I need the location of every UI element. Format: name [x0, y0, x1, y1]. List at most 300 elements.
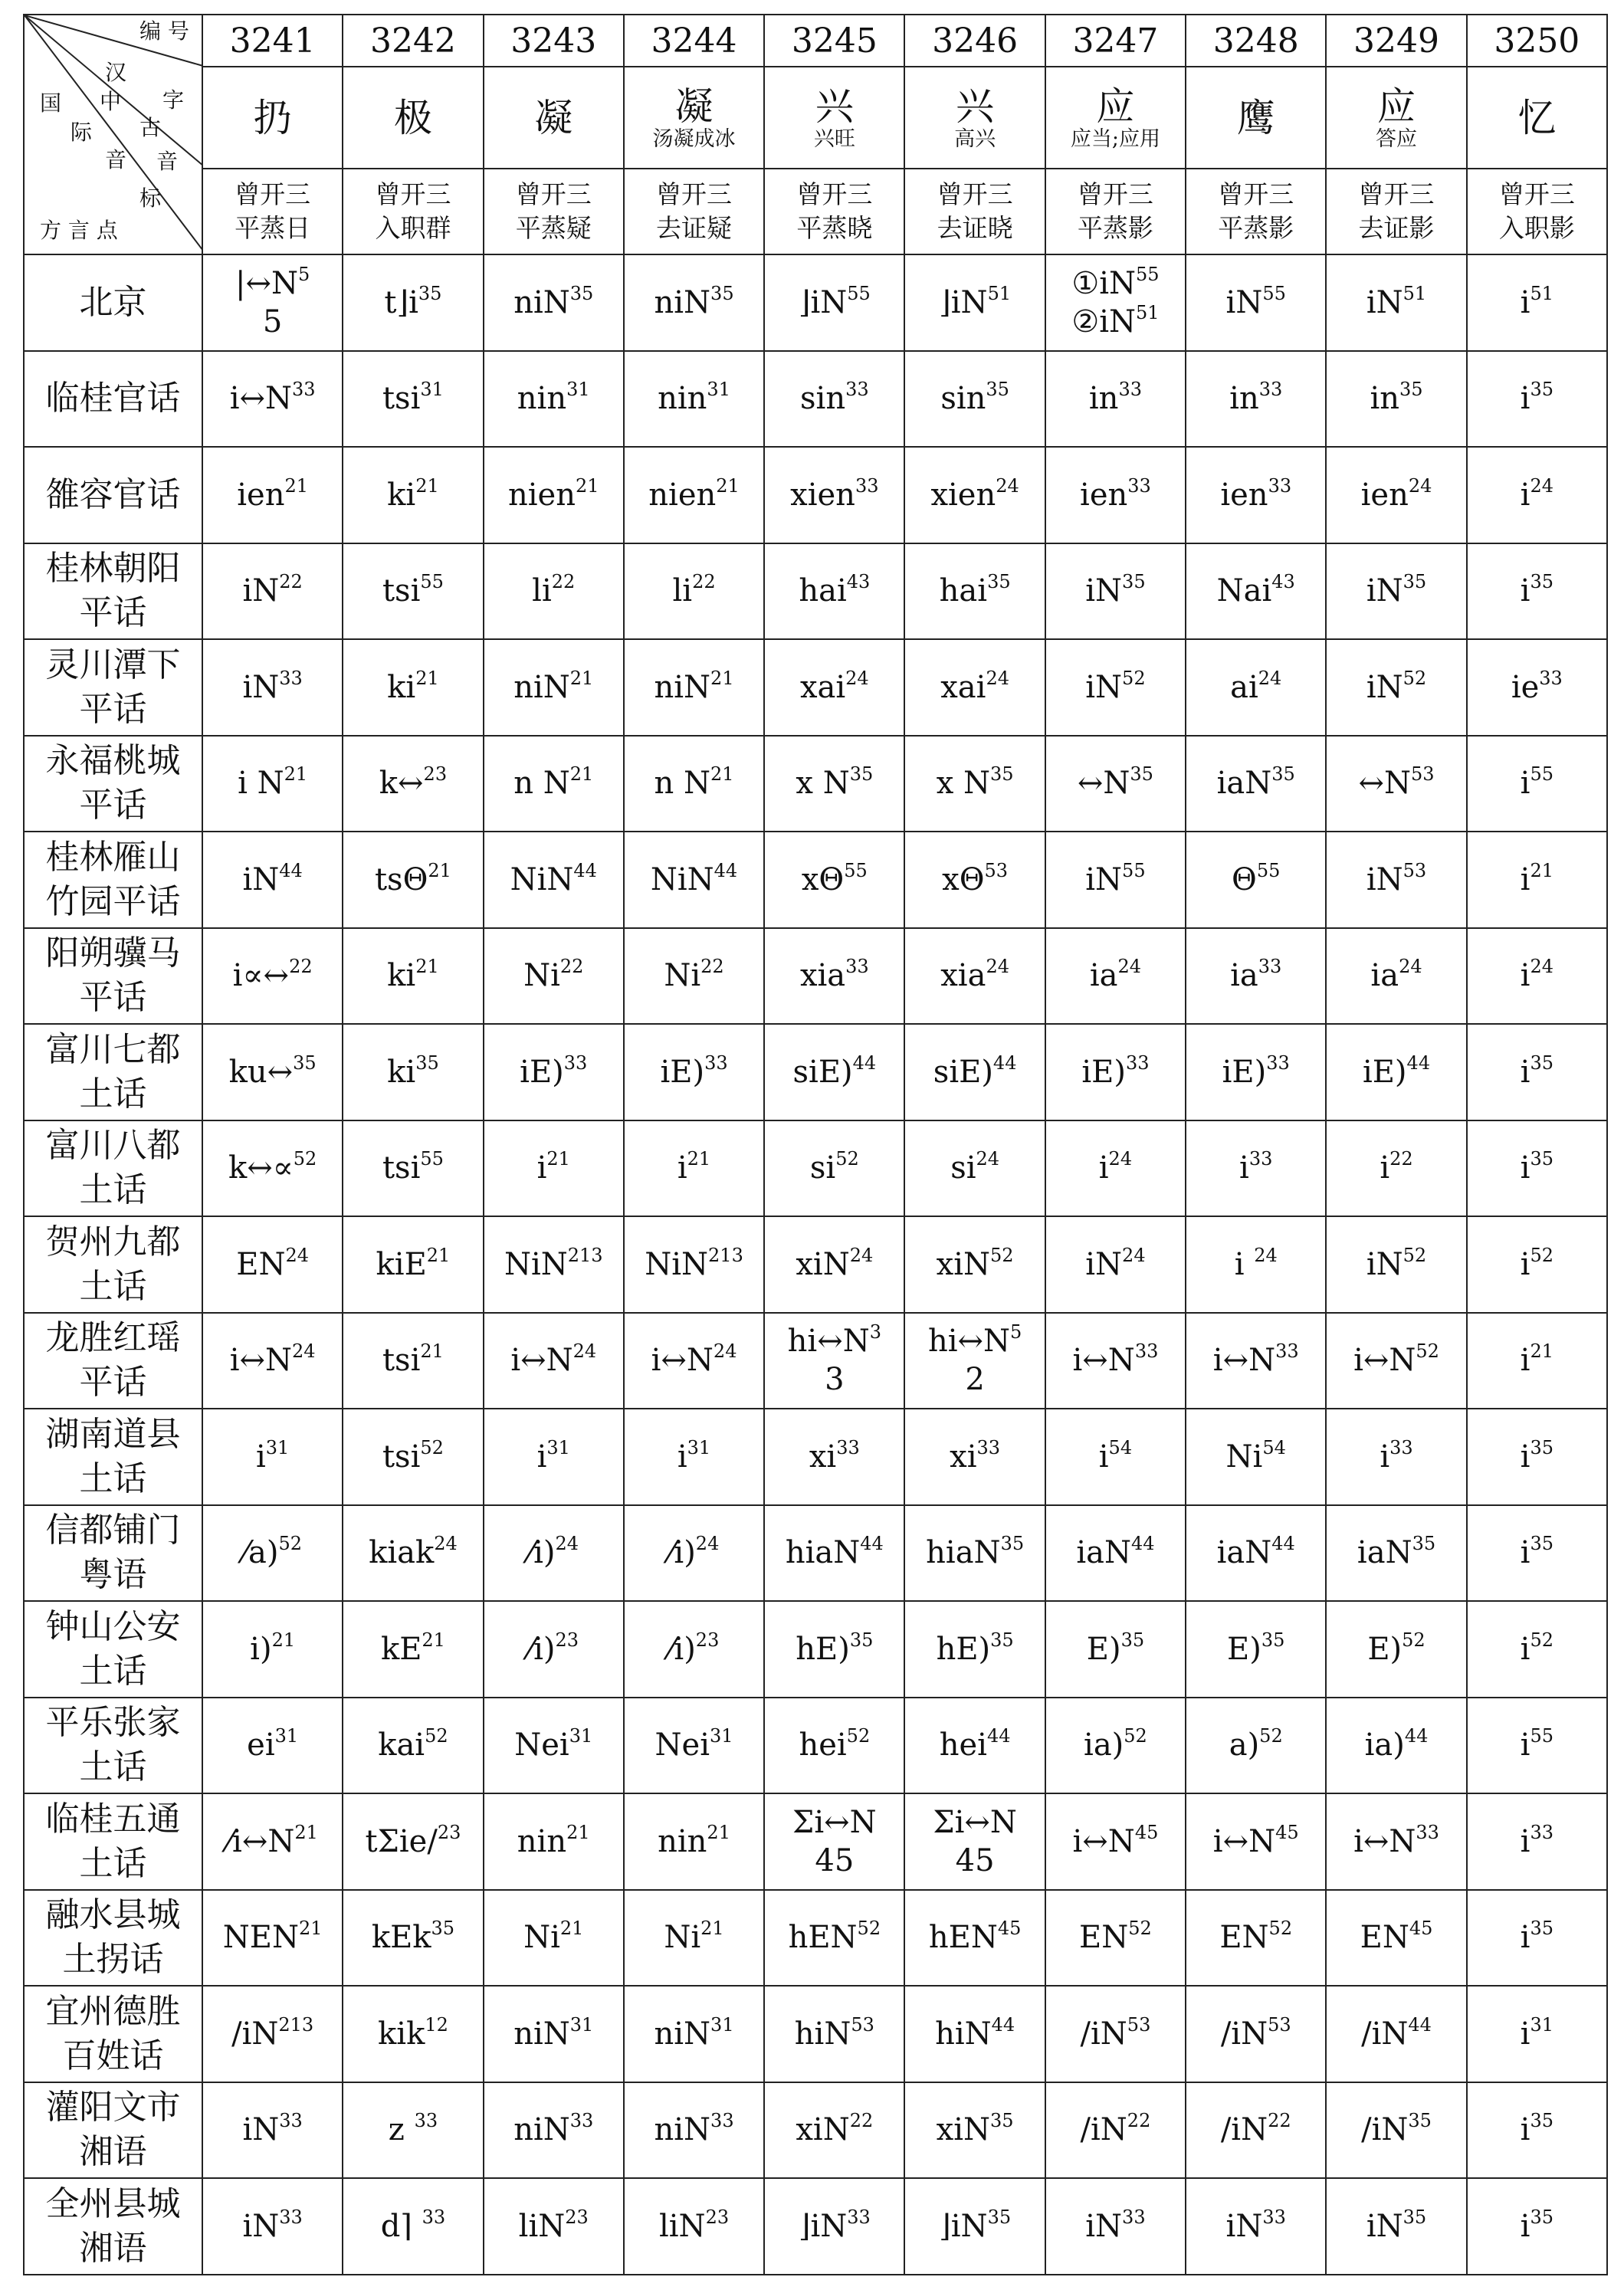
- pronunciation-line: [1468, 764, 1606, 802]
- pronunciation-cell: [624, 1793, 764, 1890]
- pronunciation-cell: [624, 1505, 764, 1602]
- tone-number: 24: [695, 1533, 720, 1555]
- tone-number: 35: [1530, 379, 1553, 401]
- tone-number: 24: [292, 1340, 316, 1363]
- ipa-base: i↔N: [510, 1343, 573, 1379]
- pronunciation-line: [1046, 303, 1185, 341]
- ipa-base: E): [1086, 1631, 1121, 1667]
- pronunciation-cell: [484, 447, 624, 543]
- tone-number: 33: [1416, 1821, 1439, 1843]
- tone-number: 35: [1530, 1051, 1553, 1074]
- dialect-location: [24, 832, 202, 928]
- dialect-row: [24, 1024, 1607, 1120]
- pronunciation-line: [1468, 1245, 1606, 1284]
- pronunciation-line: [484, 1438, 623, 1476]
- pronunciation-line: [203, 1822, 342, 1861]
- ipa-base: i↔N: [1353, 1823, 1416, 1859]
- pronunciation-line: [1186, 861, 1325, 899]
- pronunciation-line: [343, 861, 482, 899]
- ipa-base: ⌋iN: [798, 284, 848, 320]
- pronunciation-line: [1468, 668, 1606, 707]
- pronunciation-line: [625, 379, 763, 418]
- tone-number: 31: [265, 1436, 290, 1458]
- pronunciation-line: [1327, 1726, 1465, 1764]
- pronunciation-line: [484, 379, 623, 418]
- tone-number: 33: [1262, 2206, 1286, 2228]
- ipa-base: d⌉: [380, 2208, 422, 2244]
- pronunciation-cell: [1045, 1793, 1186, 1890]
- ipa-base: i: [1520, 1246, 1530, 1282]
- corner-label-place: 方 言 点: [40, 218, 118, 243]
- pronunciation-cell: [764, 639, 904, 736]
- tone-number: 45: [1275, 1821, 1299, 1843]
- tone-number: 35: [293, 1051, 317, 1074]
- location-line: 土话: [79, 1843, 147, 1883]
- dialect-row: [24, 639, 1607, 736]
- tone-number: 35: [1000, 1533, 1025, 1555]
- pronunciation-line: [203, 668, 342, 707]
- dialect-row: [24, 543, 1607, 640]
- pronunciation-cell: [1467, 1986, 1607, 2082]
- pronunciation-line: [1327, 2207, 1465, 2246]
- ipa-base: i: [1520, 1631, 1530, 1667]
- ipa-base: liN: [658, 2208, 706, 2244]
- dialect-location: [24, 1986, 202, 2082]
- pronunciation-cell: [764, 928, 904, 1025]
- corner-label-zi: 字: [162, 87, 185, 113]
- ipa-base: E): [1367, 1631, 1403, 1667]
- pronunciation-line: [905, 861, 1044, 899]
- pronunciation-line: [1468, 956, 1606, 995]
- pronunciation-line: [1468, 1822, 1606, 1861]
- tone-number: 35: [710, 282, 734, 304]
- pronunciation-line: [203, 379, 342, 418]
- ipa-base: hei: [939, 1727, 987, 1763]
- pronunciation-line: [625, 861, 763, 899]
- ipa-base: i: [1520, 1727, 1530, 1763]
- column-number: 3241: [202, 15, 343, 67]
- pronunciation-line: [765, 1803, 904, 1842]
- tone-number: 12: [425, 2013, 448, 2036]
- tone-number: 21: [566, 1821, 590, 1843]
- pronunciation-cell: [202, 1409, 343, 1505]
- pronunciation-line: [905, 1245, 1044, 1284]
- ipa-base: ia: [1089, 958, 1118, 994]
- pronunciation-line: [1186, 2015, 1325, 2053]
- middle-chinese-line: 去证疑: [656, 213, 733, 243]
- ipa-base: tΣie/: [365, 1823, 438, 1859]
- pronunciation-cell: [904, 2178, 1045, 2275]
- pronunciation-cell: [1326, 1216, 1466, 1313]
- ipa-base: EN: [1360, 1920, 1409, 1956]
- pronunciation-line: [343, 284, 482, 322]
- pronunciation-line: [625, 2015, 763, 2053]
- location-line: 信都铺门: [45, 1511, 181, 1550]
- ipa-base: ⁄i): [668, 1631, 696, 1667]
- ipa-base: ia: [1370, 958, 1399, 994]
- pronunciation-line: [1046, 2207, 1185, 2246]
- tone-number: 44: [714, 859, 738, 881]
- tone-number: 54: [1262, 1436, 1286, 1458]
- pronunciation-line: [905, 1149, 1044, 1187]
- pronunciation-line: [343, 2015, 482, 2053]
- tone-number: 35: [990, 763, 1014, 786]
- pronunciation-cell: [1326, 1120, 1466, 1217]
- character-glyph: 应: [1377, 84, 1416, 129]
- pronunciation-line: [905, 1534, 1044, 1572]
- ipa-base: z: [388, 2112, 415, 2148]
- pronunciation-line: [484, 764, 623, 802]
- ipa-base: hei: [799, 1727, 847, 1763]
- pronunciation-line: [765, 1360, 904, 1399]
- location-line: 土话: [79, 1266, 147, 1306]
- pronunciation-cell: [1186, 1120, 1326, 1217]
- column-character: [484, 67, 624, 169]
- ipa-base: niN: [513, 2112, 570, 2148]
- tone-number: 21: [575, 474, 599, 497]
- tone-number: 35: [1412, 1533, 1436, 1555]
- ipa-base: ①iN: [1071, 265, 1136, 301]
- tone-number: 213: [567, 1244, 603, 1266]
- tone-number: 22: [279, 571, 303, 593]
- tone-number: 35: [1403, 571, 1427, 593]
- ipa-base: hi↔N: [927, 1324, 1011, 1360]
- pronunciation-line: [1046, 861, 1185, 899]
- tone-number: 31: [420, 379, 444, 401]
- pronunciation-cell: [1326, 1986, 1466, 2082]
- pronunciation-cell: [1186, 1216, 1326, 1313]
- pronunciation-line: [765, 1726, 904, 1764]
- pronunciation-cell: [202, 254, 343, 351]
- location-line: 土拐话: [62, 1940, 164, 1980]
- pronunciation-line: [343, 1726, 482, 1764]
- header-row-character: [24, 67, 1607, 169]
- tone-number: 52: [1259, 1725, 1283, 1747]
- ipa-base: i↔N: [1072, 1823, 1135, 1859]
- column-middle-chinese: [1186, 169, 1326, 254]
- tone-number: 44: [1406, 1051, 1431, 1074]
- pronunciation-cell: [484, 1986, 624, 2082]
- pronunciation-cell: [904, 543, 1045, 640]
- pronunciation-line: [203, 2111, 342, 2149]
- pronunciation-cell: [1467, 1024, 1607, 1120]
- tone-number: 31: [1530, 2013, 1553, 2036]
- column-middle-chinese: [343, 169, 483, 254]
- pronunciation-line: [484, 956, 623, 995]
- pronunciation-cell: [202, 543, 343, 640]
- ipa-base: E): [1227, 1631, 1261, 1667]
- ipa-base: niN: [513, 284, 570, 320]
- tone-number: 55: [1122, 859, 1146, 881]
- pronunciation-cell: [904, 639, 1045, 736]
- corner-label-guo: 国: [40, 90, 62, 116]
- ipa-base: NiN: [650, 861, 714, 897]
- pronunciation-line: [765, 1053, 904, 1091]
- tone-number: 21: [559, 1918, 584, 1940]
- pronunciation-cell: [1186, 1024, 1326, 1120]
- tone-number: 22: [1127, 2110, 1151, 2132]
- tone-number: 21: [569, 763, 594, 786]
- dialect-table-sheet: [23, 14, 1606, 2273]
- tone-number: 31: [707, 379, 730, 401]
- tone-number: 55: [1262, 282, 1286, 304]
- pronunciation-cell: [1045, 1698, 1186, 1794]
- pronunciation-cell: [1467, 1793, 1607, 1890]
- location-line: 平话: [79, 593, 147, 633]
- ipa-base: xien: [930, 477, 996, 513]
- tone-number: 21: [298, 1918, 323, 1940]
- pronunciation-line: [484, 2015, 623, 2053]
- pronunciation-line: [1186, 1149, 1325, 1187]
- tone-number: 23: [437, 1821, 461, 1843]
- pronunciation-cell: [764, 447, 904, 543]
- tone-number: 33: [1118, 379, 1142, 401]
- ipa-base: xia: [940, 958, 986, 994]
- pronunciation-line: [905, 1053, 1044, 1091]
- pronunciation-line: [625, 668, 763, 707]
- ipa-base: ien: [1220, 477, 1268, 513]
- pronunciation-cell: [484, 1601, 624, 1698]
- location-line: 竹园平话: [45, 881, 181, 921]
- ipa-base: in: [1370, 381, 1400, 417]
- pronunciation-cell: [764, 2082, 904, 2179]
- column-character: [1467, 67, 1607, 169]
- pronunciation-line: [905, 572, 1044, 610]
- ipa-base: ki: [387, 1054, 416, 1090]
- middle-chinese-line: 曾开三: [1498, 179, 1575, 209]
- pronunciation-cell: [484, 351, 624, 448]
- pronunciation-line: [905, 1803, 1044, 1842]
- ipa-base: t⌋i: [384, 284, 418, 320]
- pronunciation-line: [1186, 572, 1325, 610]
- ipa-base: EN: [236, 1246, 286, 1282]
- pronunciation-cell: [764, 254, 904, 351]
- corner-label-han: 汉: [105, 60, 127, 85]
- pronunciation-cell: [202, 832, 343, 928]
- pronunciation-line: [765, 572, 904, 610]
- dialect-row: [24, 1793, 1607, 1890]
- pronunciation-cell: [1045, 1601, 1186, 1698]
- pronunciation-line: [343, 476, 482, 514]
- pronunciation-cell: [624, 832, 764, 928]
- pronunciation-cell: [1467, 1601, 1607, 1698]
- pronunciation-line: [765, 1149, 904, 1187]
- tone-number: 22: [700, 956, 724, 978]
- pronunciation-line: [1468, 1630, 1606, 1668]
- pronunciation-cell: [1186, 1890, 1326, 1987]
- ipa-base: tsi: [382, 1439, 421, 1475]
- dialect-row: [24, 1313, 1607, 1409]
- pronunciation-line: [1046, 2111, 1185, 2149]
- column-middle-chinese: [202, 169, 343, 254]
- pronunciation-cell: [1326, 639, 1466, 736]
- tone-number: 35: [1530, 1148, 1553, 1170]
- pronunciation-line: [1186, 379, 1325, 418]
- tone-number: 52: [1268, 1918, 1293, 1940]
- pronunciation-cell: [1326, 2082, 1466, 2179]
- pronunciation-line: [203, 2207, 342, 2246]
- tone-number: 44: [1130, 1533, 1155, 1555]
- location-line: 粤语: [79, 1555, 147, 1595]
- pronunciation-line: [625, 1341, 763, 1380]
- dialect-row: [24, 1698, 1607, 1794]
- ipa-base: hai: [799, 573, 847, 609]
- tone-number: 45: [1409, 1918, 1433, 1940]
- ipa-base: niN: [654, 669, 711, 705]
- tone-number: 33: [845, 379, 869, 401]
- pronunciation-line: [1468, 2015, 1606, 2053]
- tone-number: 55: [844, 859, 868, 881]
- column-character: [202, 67, 343, 169]
- tone-number: 43: [1271, 571, 1295, 593]
- pronunciation-cell: [343, 1120, 483, 1217]
- pronunciation-cell: [1326, 1890, 1466, 1987]
- pronunciation-line: [1327, 764, 1465, 802]
- tone-number: 24: [1122, 1244, 1146, 1266]
- tone-number: 53: [851, 2013, 874, 2036]
- pronunciation-line: [484, 2111, 623, 2149]
- tone-number: 44: [986, 1725, 1011, 1747]
- pronunciation-cell: [1045, 1216, 1186, 1313]
- ipa-base: |↔N: [235, 265, 298, 301]
- pronunciation-cell: [1186, 254, 1326, 351]
- tone-number: 33: [836, 1436, 860, 1458]
- pronunciation-line: [484, 1341, 623, 1380]
- ipa-base: i: [1380, 1439, 1390, 1475]
- dialect-location: [24, 2178, 202, 2275]
- tone-number: 52: [293, 1148, 317, 1170]
- pronunciation-cell: [343, 1409, 483, 1505]
- ipa-base: hiN: [794, 2016, 851, 2052]
- tone-number: 21: [420, 1340, 444, 1363]
- pronunciation-cell: [1467, 832, 1607, 928]
- tone-number: 51: [987, 282, 1012, 304]
- tone-number: 3: [869, 1321, 882, 1343]
- pronunciation-cell: [484, 639, 624, 736]
- tone-number: 35: [1530, 2110, 1553, 2132]
- pronunciation-cell: [1186, 2178, 1326, 2275]
- ipa-base: i↔N: [229, 381, 293, 417]
- tone-number: 43: [846, 571, 871, 593]
- ipa-base: iN: [1366, 284, 1403, 320]
- corner-label-gu: 古: [139, 115, 162, 140]
- tone-number: 24: [1399, 956, 1422, 978]
- pronunciation-cell: [484, 1313, 624, 1409]
- tone-number: 21: [271, 1629, 296, 1651]
- tone-number: 44: [1408, 2013, 1432, 2036]
- tone-number: 23: [555, 1629, 579, 1651]
- pronunciation-line: [625, 956, 763, 995]
- pronunciation-line: [1327, 1630, 1465, 1668]
- pronunciation-cell: [202, 1505, 343, 1602]
- tone-number: 24: [986, 667, 1009, 689]
- pronunciation-line: [484, 1534, 623, 1572]
- pronunciation-cell: [1045, 2178, 1186, 2275]
- ipa-base: li: [672, 573, 693, 609]
- tone-number: 24: [573, 1340, 597, 1363]
- pronunciation-cell: [1186, 928, 1326, 1025]
- pronunciation-cell: [1045, 736, 1186, 832]
- ipa-base: /iN: [1080, 2112, 1127, 2148]
- pronunciation-cell: [484, 1793, 624, 1890]
- pronunciation-line: [484, 1918, 623, 1957]
- pronunciation-line: [1046, 764, 1185, 802]
- pronunciation-cell: [484, 543, 624, 640]
- pronunciation-line: [203, 1053, 342, 1091]
- ipa-base: Ni: [1225, 1439, 1263, 1475]
- pronunciation-cell: [624, 1698, 764, 1794]
- tone-number: 33: [1258, 956, 1282, 978]
- pronunciation-line: [203, 2015, 342, 2053]
- tone-number: 22: [849, 2110, 874, 2132]
- pronunciation-cell: [343, 1024, 483, 1120]
- tone-number: 213: [278, 2013, 314, 2036]
- pronunciation-line: [1327, 379, 1465, 418]
- pronunciation-line: [1046, 1341, 1185, 1380]
- tone-number: 22: [1389, 1148, 1413, 1170]
- tone-number: 35: [1261, 1629, 1285, 1651]
- tone-number: 21: [415, 956, 439, 978]
- ipa-base: iN: [1225, 2208, 1263, 2244]
- tone-number: 52: [990, 1244, 1014, 1266]
- location-line: 富川八都: [45, 1126, 181, 1166]
- pronunciation-cell: [904, 1793, 1045, 1890]
- tone-number: 33: [1389, 1436, 1413, 1458]
- ipa-base: Ni: [664, 1920, 701, 1956]
- ipa-base: sin: [800, 381, 846, 417]
- tone-number: 35: [987, 571, 1011, 593]
- pronunciation-cell: [1467, 1313, 1607, 1409]
- pronunciation-line: [1468, 2111, 1606, 2149]
- ipa-base: iN: [1366, 2208, 1403, 2244]
- pronunciation-line: [625, 2111, 763, 2149]
- tone-number: 24: [1530, 474, 1553, 497]
- pronunciation-line: [1186, 1438, 1325, 1476]
- ipa-base: iaN: [1216, 1535, 1272, 1571]
- tone-number: 33: [414, 2110, 438, 2132]
- location-line: 永福桃城: [45, 741, 181, 781]
- pronunciation-cell: [1326, 832, 1466, 928]
- pronunciation-cell: [202, 1216, 343, 1313]
- middle-chinese-line: 曾开三: [796, 179, 873, 209]
- ipa-base: xai: [940, 669, 986, 705]
- ipa-base: xai: [799, 669, 846, 705]
- pronunciation-line: [484, 476, 623, 514]
- location-line: 灵川潭下: [45, 645, 181, 684]
- pronunciation-line: [203, 1726, 342, 1764]
- pronunciation-cell: [904, 447, 1045, 543]
- ipa-base: xΘ: [801, 861, 845, 897]
- pronunciation-cell: [1186, 639, 1326, 736]
- column-middle-chinese: [1326, 169, 1466, 254]
- ipa-base: Ni: [523, 1920, 560, 1956]
- pronunciation-cell: [624, 1986, 764, 2082]
- pronunciation-cell: [904, 1890, 1045, 1987]
- dialect-location: [24, 1120, 202, 1217]
- ipa-base: xien: [790, 477, 855, 513]
- pronunciation-cell: [1186, 1986, 1326, 2082]
- column-number: 3245: [764, 15, 904, 67]
- column-number: 3242: [343, 15, 483, 67]
- pronunciation-line: [203, 572, 342, 610]
- column-middle-chinese: [484, 169, 624, 254]
- column-character: [1045, 67, 1186, 169]
- pronunciation-line: [625, 476, 763, 514]
- ipa-base: niN: [654, 2016, 711, 2052]
- pronunciation-line: [905, 379, 1044, 418]
- pronunciation-cell: [1045, 639, 1186, 736]
- pronunciation-line: [1468, 1149, 1606, 1187]
